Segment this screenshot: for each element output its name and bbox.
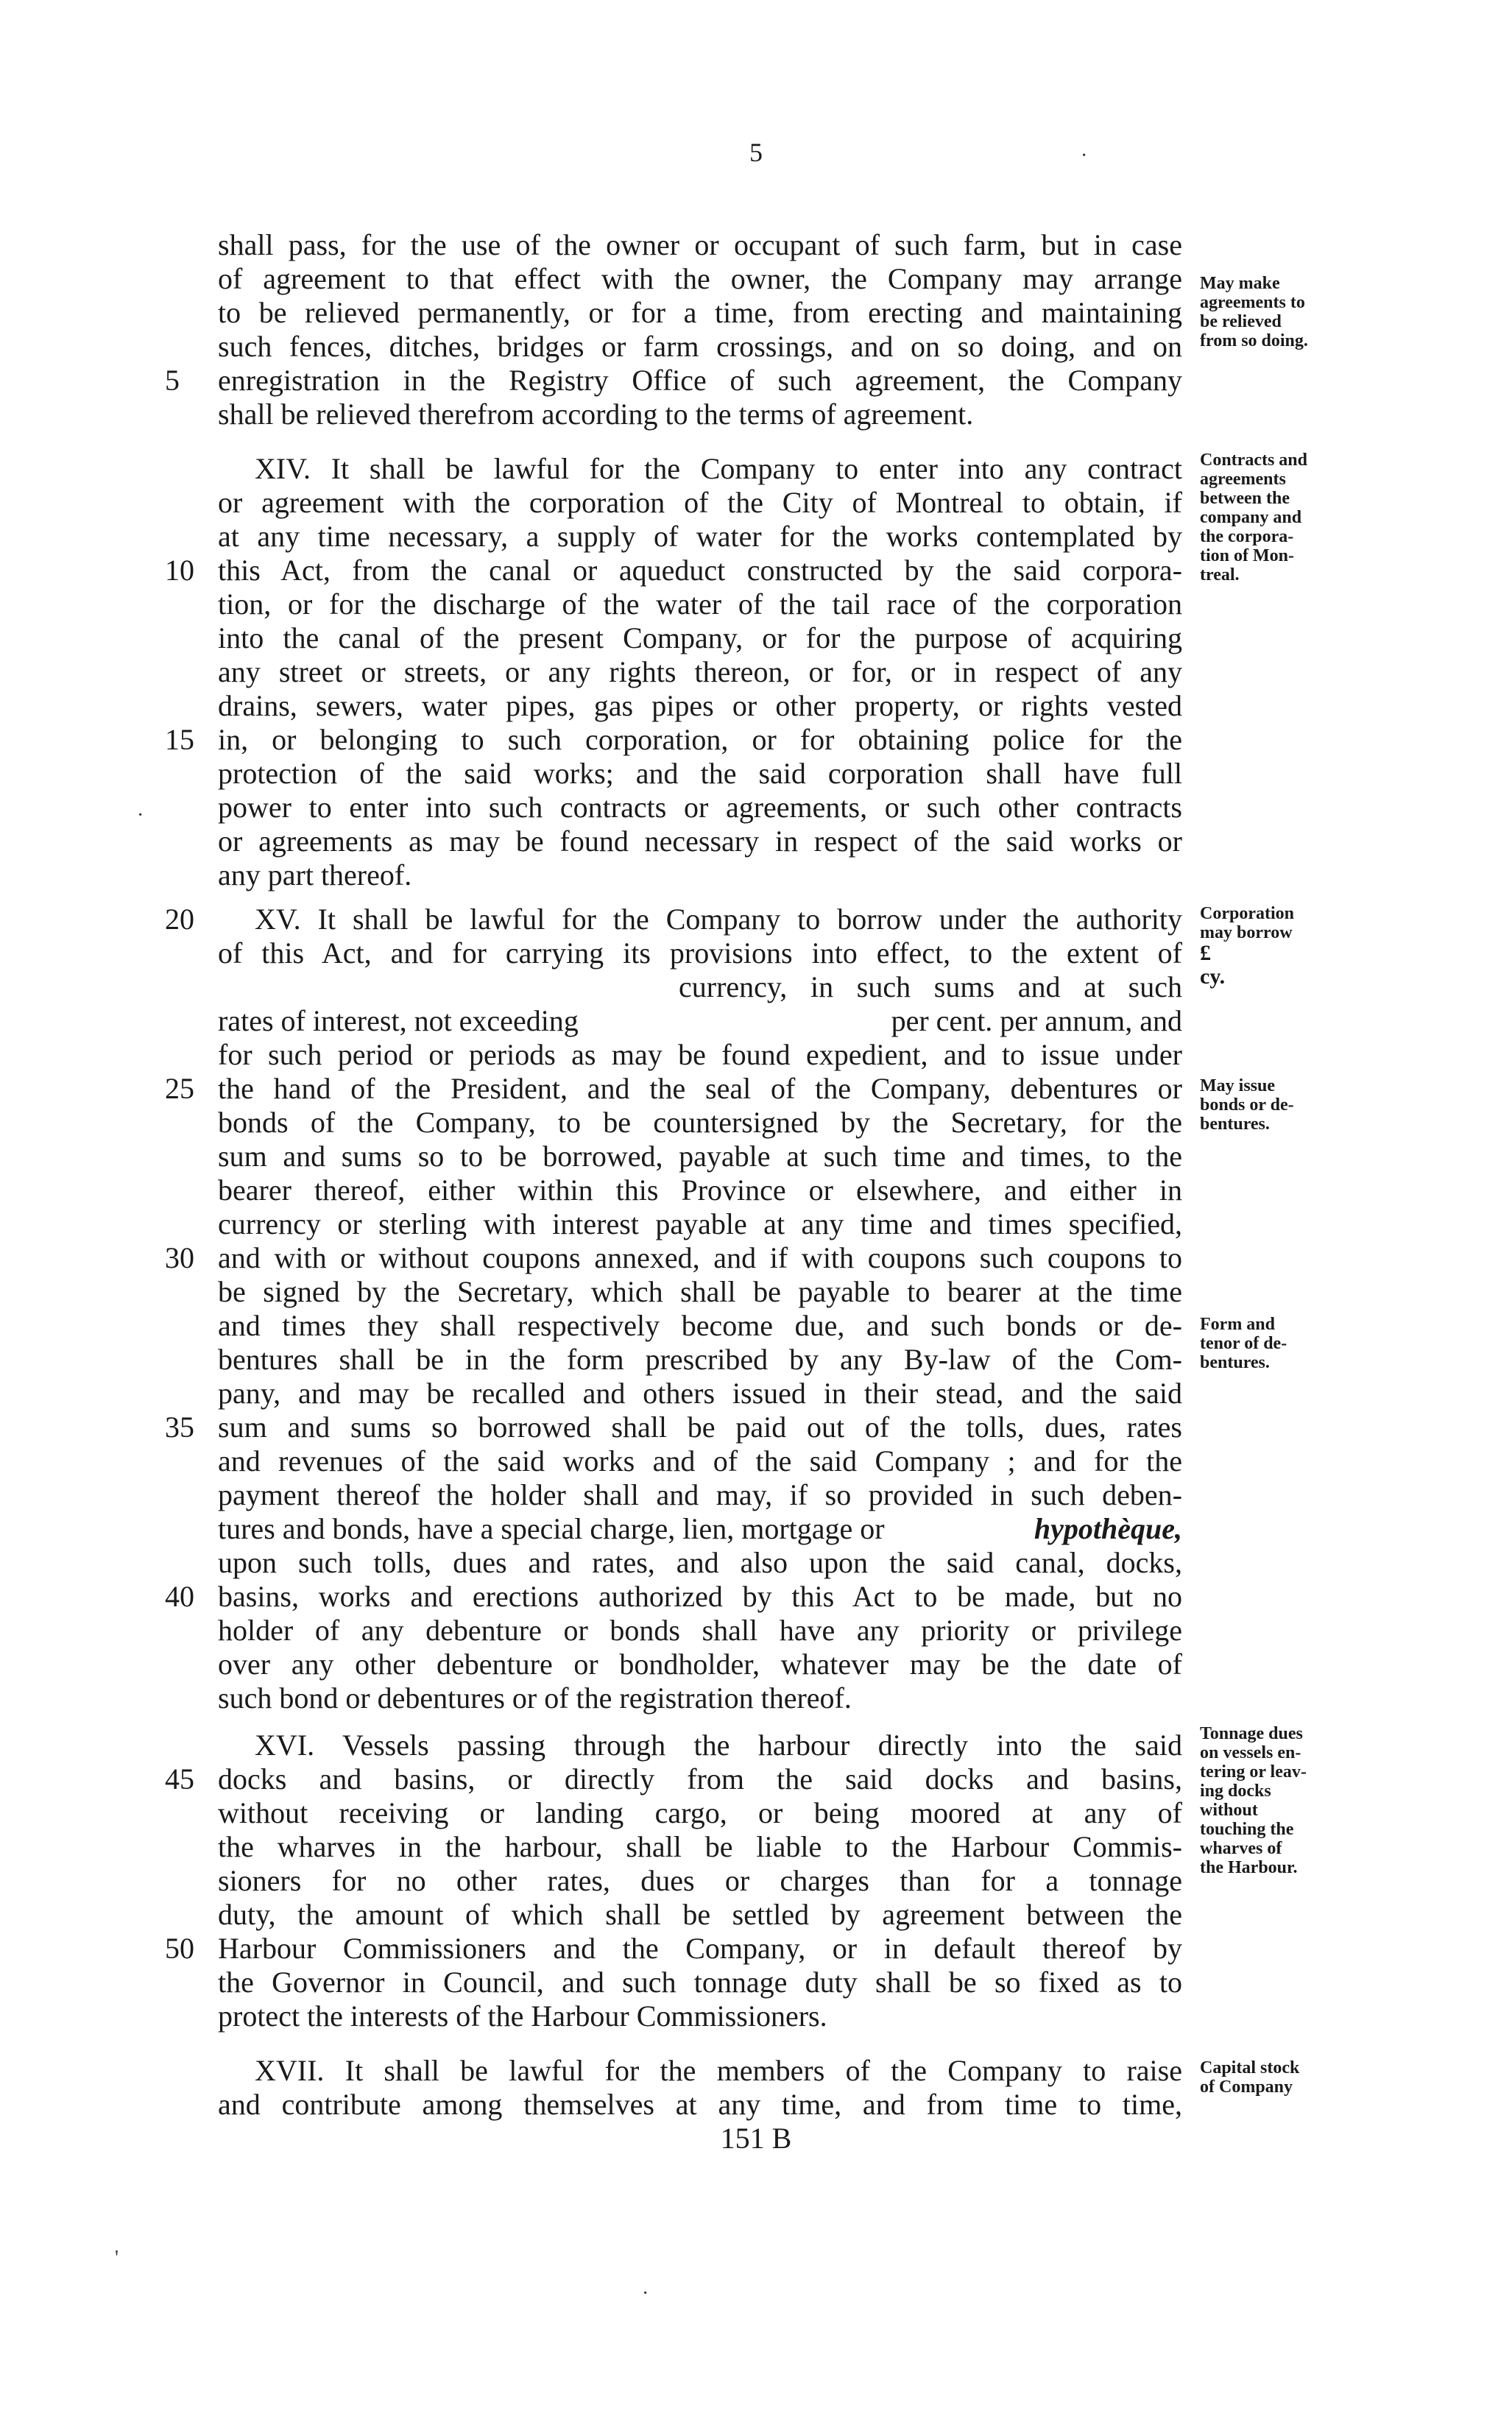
section-xv-first-line: XV. It shall be lawful for the Company to borrow under the authority xyxy=(255,903,1182,936)
body-line: tures and bonds, have a special charge, lien, mortgage or hypothèque, xyxy=(218,1512,1182,1545)
body-line: currency or sterling with interest payable at any time and times specified, xyxy=(218,1207,1182,1240)
body-line: to be relieved permanently, or for a time, from erecting and maintaining xyxy=(218,296,1182,329)
body-line: or agreement with the corporation of the City of Montreal to obtain, if xyxy=(218,486,1182,519)
section-xvii-first-line: XVII. It shall be lawful for the members of the Company to raise xyxy=(255,2054,1182,2087)
body-line: and revenues of the said works and of the said Company ; and for the xyxy=(218,1444,1182,1477)
body-line: upon such tolls, dues and rates, and also upon the said canal, docks, xyxy=(218,1546,1182,1579)
body-line: such fences, ditches, bridges or farm crossings, and on so doing, and on xyxy=(218,330,1182,363)
body-line: the wharves in the harbour, shall be liable to the Harbour Commis- xyxy=(218,1830,1182,1863)
body-line: any street or streets, or any rights thereon, or for, or in respect of any xyxy=(218,655,1182,688)
dot-mark: · xyxy=(137,804,144,827)
body-line: at any time necessary, a supply of water for the works contemplated by xyxy=(218,520,1182,553)
margin-note: Capital stock of Company xyxy=(1200,2058,1300,2097)
body-line: into the canal of the present Company, or for the purpose of acquiring xyxy=(218,621,1182,654)
dot-mark: · xyxy=(642,2282,649,2305)
body-line: bentures shall be in the form prescribed by any By-law of the Com- xyxy=(218,1343,1182,1376)
body-line: tion, or for the discharge of the water of the tail race of the corporation xyxy=(218,587,1182,621)
body-line: and times they shall respectively become due, and such bonds or de- xyxy=(218,1309,1182,1342)
line-number: 30 xyxy=(165,1241,194,1274)
body-line: sioners for no other rates, dues or charges than for a tonnage xyxy=(218,1864,1182,1897)
body-line: without receiving or landing cargo, or being moored at any of xyxy=(218,1796,1182,1829)
body-line: protect the interests of the Harbour Commissioners. xyxy=(218,1999,827,2033)
line-number: 40 xyxy=(165,1580,194,1613)
margin-note: Contracts and agreements between the company and the corpora- tion of Mon- treal. xyxy=(1200,451,1308,585)
body-line: of this Act, and for carrying its provisions into effect, to the extent of xyxy=(218,936,1182,970)
body-line: be signed by the Secretary, which shall be payable to bearer at the time xyxy=(218,1275,1182,1308)
body-line: the hand of the President, and the seal of the Company, debentures or xyxy=(218,1072,1182,1105)
margin-note: May make agreements to be relieved from so doing. xyxy=(1200,274,1308,350)
body-line: docks and basins, or directly from the said docks and basins, xyxy=(218,1762,1182,1796)
line-number: 35 xyxy=(165,1411,194,1444)
body-line: shall pass, for the use of the owner or occupant of such farm, but in case xyxy=(218,228,1182,261)
body-line: bearer thereof, either within this Province or elsewhere, and either in xyxy=(218,1173,1182,1207)
body-line: and with or without coupons annexed, and if with coupons such coupons to xyxy=(218,1241,1182,1274)
body-line: this Act, from the canal or aqueduct constructed by the said corpora- xyxy=(218,554,1182,587)
dot-mark: ' xyxy=(115,2247,119,2270)
body-line: in, or belonging to such corporation, or for obtaining police for the xyxy=(218,723,1182,756)
line-number: 20 xyxy=(165,903,194,936)
body-line: any part thereof. xyxy=(218,858,412,892)
body-line: sum and sums so borrowed shall be paid out of the tolls, dues, rates xyxy=(218,1411,1182,1444)
body-line: such bond or debentures or of the registration thereof. xyxy=(218,1681,852,1715)
margin-note: Corporation may borrow £ cy. xyxy=(1200,904,1294,989)
section-xiv-first-line: XIV. It shall be lawful for the Company to enter into any contract xyxy=(255,452,1182,485)
page-number: 5 xyxy=(749,138,763,167)
line-number: 10 xyxy=(165,554,194,587)
body-line: shall be relieved therefrom according to the terms of agreement. xyxy=(218,398,974,431)
body-line: power to enter into such contracts or agreements, or such other contracts xyxy=(218,791,1182,824)
body-line: duty, the amount of which shall be settled by agreement between the xyxy=(218,1898,1182,1931)
body-line: rates of interest, not exceeding per cent. per annum, and xyxy=(218,1004,1182,1037)
margin-note: May issue bonds or de- bentures. xyxy=(1200,1076,1294,1134)
line-number: 45 xyxy=(165,1762,194,1796)
body-line: pany, and may be recalled and others issued in their stead, and the said xyxy=(218,1377,1182,1410)
dot-mark: · xyxy=(1081,144,1088,167)
body-line: of agreement to that effect with the owner, the Company may arrange xyxy=(218,262,1182,295)
margin-note: Form and tenor of de- bentures. xyxy=(1200,1315,1287,1372)
body-line: the Governor in Council, and such tonnage duty shall be so fixed as to xyxy=(218,1966,1182,1999)
body-line: and contribute among themselves at any time, and from time to time, xyxy=(218,2088,1182,2121)
body-line: basins, works and erections authorized by this Act to be made, but no xyxy=(218,1580,1182,1613)
body-line: holder of any debenture or bonds shall have any priority or privilege xyxy=(218,1614,1182,1647)
line-number: 15 xyxy=(165,723,194,756)
margin-note: Tonnage dues on vessels en- tering or leav- ing docks without touching the wharves of the Harbour. xyxy=(1200,1724,1307,1877)
body-line: or agreements as may be found necessary in respect of the said works or xyxy=(218,825,1182,858)
body-line: protection of the said works; and the said corporation shall have full xyxy=(218,757,1182,790)
italic-term: hypothèque, xyxy=(1034,1512,1182,1545)
body-line: payment thereof the holder shall and may, if so provided in such deben- xyxy=(218,1478,1182,1511)
body-line: sum and sums so to be borrowed, payable at such time and times, to the xyxy=(218,1140,1182,1173)
line-number: 25 xyxy=(165,1072,194,1105)
line-number: 50 xyxy=(165,1932,194,1965)
body-line: drains, sewers, water pipes, gas pipes or other property, or rights vested xyxy=(218,689,1182,722)
body-line: bonds of the Company, to be countersigned by the Secretary, for the xyxy=(218,1106,1182,1139)
body-line: enregistration in the Registry Office of such agreement, the Company xyxy=(218,364,1182,397)
signature-mark: 151 B xyxy=(720,2122,792,2155)
body-line: currency, in such sums and at such xyxy=(679,970,1182,1003)
body-line: Harbour Commissioners and the Company, or in default thereof by xyxy=(218,1932,1182,1965)
body-line: over any other debenture or bondholder, whatever may be the date of xyxy=(218,1648,1182,1681)
line-number: 5 xyxy=(165,364,180,397)
body-line: for such period or periods as may be found expedient, and to issue under xyxy=(218,1038,1182,1071)
section-xvi-first-line: XVI. Vessels passing through the harbour directly into the said xyxy=(255,1729,1182,1762)
